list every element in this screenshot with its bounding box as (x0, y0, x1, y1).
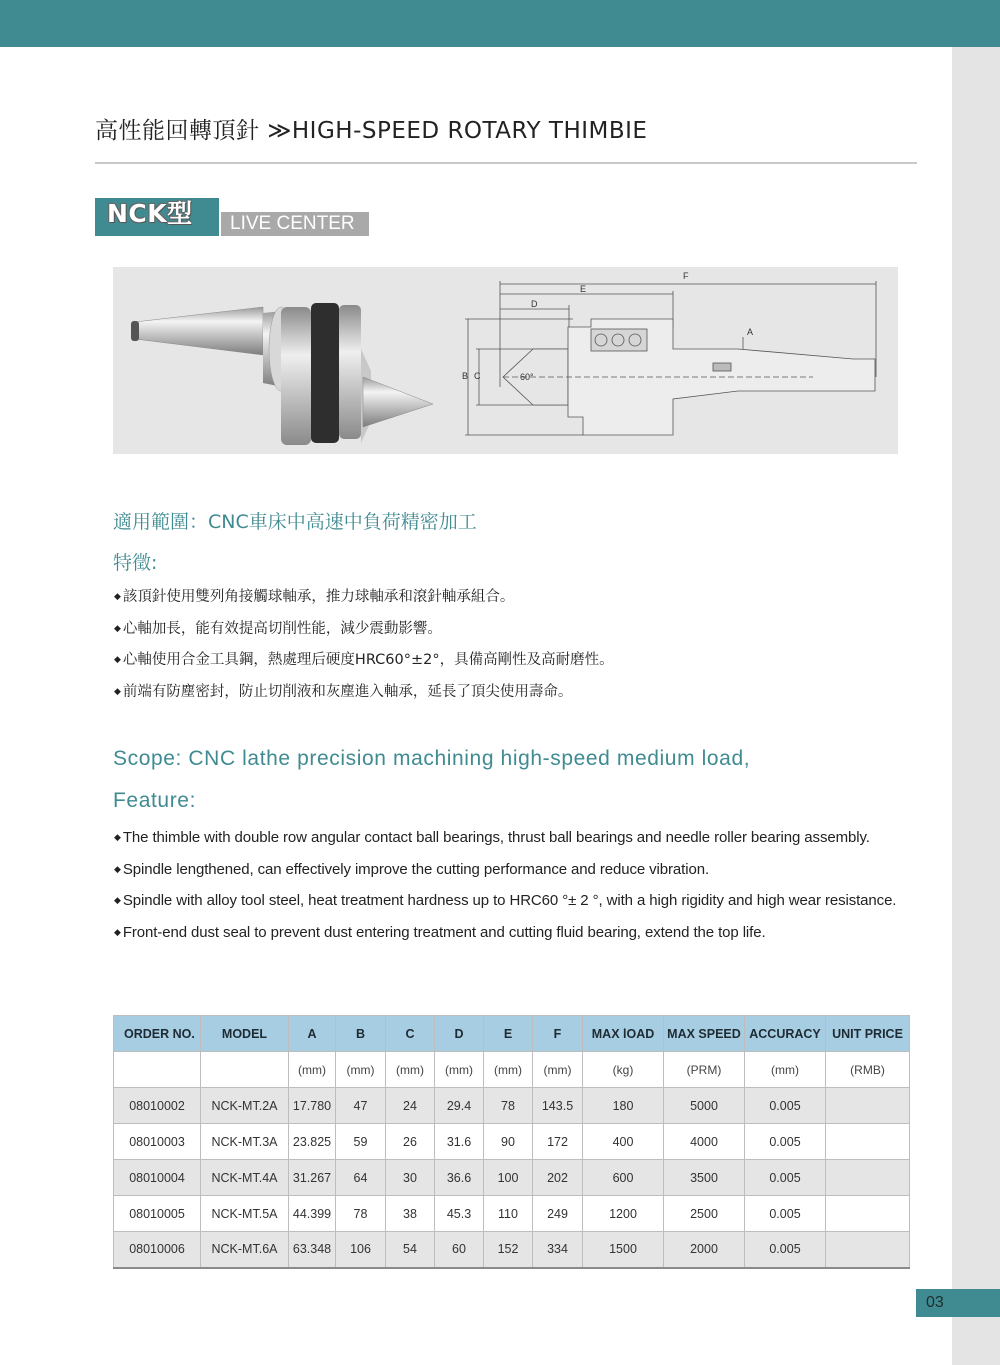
unit-cell (114, 1052, 201, 1088)
table-cell: 106 (336, 1232, 386, 1268)
model-badge-text: NCK型 (107, 199, 193, 228)
table-cell: 249 (533, 1196, 583, 1232)
table-cell: 24 (386, 1088, 435, 1124)
table-cell: 110 (484, 1196, 533, 1232)
table-cell: 30 (386, 1160, 435, 1196)
table-cell (826, 1232, 910, 1268)
live-center-illustration (113, 267, 898, 454)
table-cell: 64 (336, 1160, 386, 1196)
table-cell: 600 (583, 1160, 664, 1196)
column-header: ACCURACY (745, 1016, 826, 1052)
table-cell: 400 (583, 1124, 664, 1160)
product-figure-panel (113, 267, 898, 454)
title-separator-icon: ≫ (267, 118, 292, 144)
table-cell: 0.005 (745, 1124, 826, 1160)
table-cell: 2000 (664, 1232, 745, 1268)
table-cell (826, 1196, 910, 1232)
unit-cell: (mm) (289, 1052, 336, 1088)
table-cell: 29.4 (435, 1088, 484, 1124)
table-cell: 63.348 (289, 1232, 336, 1268)
title-divider (95, 162, 917, 164)
table-header-row (114, 1016, 910, 1052)
table-row (114, 1088, 910, 1124)
table-cell: 78 (336, 1196, 386, 1232)
svg-text:B: B (462, 371, 469, 381)
cn-feature-heading: 特徵: (113, 552, 158, 574)
table-row (114, 1160, 910, 1196)
table-cell: 172 (533, 1124, 583, 1160)
en-scope-text: Scope: CNC lathe precision machining high-speed medium load, (113, 747, 751, 770)
table-cell: 202 (533, 1160, 583, 1196)
table-cell: NCK-MT.6A (201, 1232, 289, 1268)
table-cell: 08010004 (114, 1160, 201, 1196)
diamond-bullet-icon: ◆ (114, 926, 121, 937)
table-cell: 3500 (664, 1160, 745, 1196)
live-center-photo (131, 303, 433, 445)
table-cell: 78 (484, 1088, 533, 1124)
table-cell: 08010002 (114, 1088, 201, 1124)
unit-cell: (mm) (745, 1052, 826, 1088)
column-header: A (289, 1016, 336, 1052)
table-cell: NCK-MT.5A (201, 1196, 289, 1232)
table-cell: 2500 (664, 1196, 745, 1232)
units-row (114, 1052, 910, 1088)
table-cell: 54 (386, 1232, 435, 1268)
svg-text:F: F (683, 271, 689, 281)
en-feature-heading: Feature: (113, 789, 197, 812)
table-cell: 180 (583, 1088, 664, 1124)
table-cell: NCK-MT.2A (201, 1088, 289, 1124)
table-cell: 143.5 (533, 1088, 583, 1124)
list-item: ◆ The thimble with double row angular contact ball bearings, thrust ball bearings and needle roller bearing assembly. (114, 826, 896, 858)
cn-feature-list (114, 586, 614, 712)
unit-cell: (mm) (386, 1052, 435, 1088)
column-header: F (533, 1016, 583, 1052)
diamond-bullet-icon: ◆ (114, 592, 121, 602)
unit-cell: (PRM) (664, 1052, 745, 1088)
en-feature-list (114, 826, 896, 952)
page-title-cn: 高性能回轉頂針 (95, 118, 260, 144)
unit-cell: (mm) (435, 1052, 484, 1088)
svg-text:D: D (531, 299, 538, 309)
list-item: ◆ Spindle with alloy tool steel, heat treatment hardness up to HRC60 °± 2 °, with a high rigidity and high wear resistance. (114, 889, 896, 921)
dimension-drawing (465, 281, 876, 435)
table-cell: 31.6 (435, 1124, 484, 1160)
right-margin-band (952, 47, 1000, 1365)
diamond-bullet-icon: ◆ (114, 655, 121, 665)
svg-text:C: C (474, 371, 481, 381)
page-title (95, 112, 647, 145)
table-cell: 334 (533, 1232, 583, 1268)
table-cell (826, 1124, 910, 1160)
table-row (114, 1196, 910, 1232)
table-cell: 38 (386, 1196, 435, 1232)
table-cell: 45.3 (435, 1196, 484, 1232)
table-cell: 17.780 (289, 1088, 336, 1124)
column-header: MAX SPEED (664, 1016, 745, 1052)
column-header: C (386, 1016, 435, 1052)
unit-cell: (kg) (583, 1052, 664, 1088)
table-cell: 0.005 (745, 1196, 826, 1232)
table-cell: 47 (336, 1088, 386, 1124)
diamond-bullet-icon: ◆ (114, 623, 121, 634)
table-row (114, 1232, 910, 1268)
svg-text:A: A (747, 327, 754, 337)
table-cell: 08010005 (114, 1196, 201, 1232)
table-cell: 36.6 (435, 1160, 484, 1196)
table-cell (826, 1160, 910, 1196)
column-header: UNIT PRICE (826, 1016, 910, 1052)
table-cell: 5000 (664, 1088, 745, 1124)
column-header: E (484, 1016, 533, 1052)
column-header: B (336, 1016, 386, 1052)
table-cell: 31.267 (289, 1160, 336, 1196)
table-cell: 08010003 (114, 1124, 201, 1160)
table-cell: NCK-MT.4A (201, 1160, 289, 1196)
list-item: ◆ 心軸加長，能有效提高切削性能，減少震動影響。 (114, 618, 614, 650)
list-item: ◆ 心軸使用合金工具鋼，熱處理后硬度HRC60°±2°，具備高剛性及高耐磨性。 (114, 649, 614, 681)
diamond-bullet-icon: ◆ (114, 895, 121, 905)
table-cell: 0.005 (745, 1232, 826, 1268)
table-cell: 1200 (583, 1196, 664, 1232)
table-cell: 26 (386, 1124, 435, 1160)
diamond-bullet-icon: ◆ (114, 686, 121, 697)
list-item: ◆ Front-end dust seal to prevent dust entering treatment and cutting fluid bearing, extend the top life. (114, 921, 896, 953)
svg-text:60°: 60° (520, 372, 534, 382)
specification-table (113, 1015, 910, 1269)
column-header: D (435, 1016, 484, 1052)
table-cell: 44.399 (289, 1196, 336, 1232)
table-cell: 4000 (664, 1124, 745, 1160)
diamond-bullet-icon: ◆ (114, 832, 121, 842)
page-number: 03 (916, 1289, 1000, 1317)
table-cell: 59 (336, 1124, 386, 1160)
table-cell: 90 (484, 1124, 533, 1160)
list-item: ◆ 該頂針使用雙列角接觸球軸承，推力球軸承和滾針軸承組合。 (114, 586, 614, 618)
table-cell: 60 (435, 1232, 484, 1268)
svg-text:E: E (580, 284, 587, 294)
table-cell: NCK-MT.3A (201, 1124, 289, 1160)
list-item: ◆ Spindle lengthened, can effectively improve the cutting performance and reduce vibration. (114, 858, 896, 890)
page-title-en: HIGH-SPEED ROTARY THIMBIE (291, 118, 648, 144)
model-badge (95, 198, 219, 236)
table-row (114, 1124, 910, 1160)
table-cell: 100 (484, 1160, 533, 1196)
table-cell: 0.005 (745, 1088, 826, 1124)
diamond-bullet-icon: ◆ (114, 863, 121, 874)
table-cell: 0.005 (745, 1160, 826, 1196)
top-color-band (0, 0, 1000, 47)
column-header: MODEL (201, 1016, 289, 1052)
table-cell: 08010006 (114, 1232, 201, 1268)
table-cell (826, 1088, 910, 1124)
list-item: ◆ 前端有防塵密封，防止切削液和灰塵進入軸承，延長了頂尖使用壽命。 (114, 681, 614, 713)
unit-cell: (mm) (533, 1052, 583, 1088)
column-header: MAX lOAD (583, 1016, 664, 1052)
product-type-label: LIVE CENTER (221, 212, 369, 236)
table-cell: 152 (484, 1232, 533, 1268)
table-cell: 1500 (583, 1232, 664, 1268)
table-cell: 23.825 (289, 1124, 336, 1160)
unit-cell: (mm) (336, 1052, 386, 1088)
cn-scope-text: 適用範圍：CNC車床中高速中負荷精密加工 (113, 511, 477, 533)
unit-cell: (mm) (484, 1052, 533, 1088)
column-header: ORDER NO. (114, 1016, 201, 1052)
unit-cell (201, 1052, 289, 1088)
unit-cell: (RMB) (826, 1052, 910, 1088)
